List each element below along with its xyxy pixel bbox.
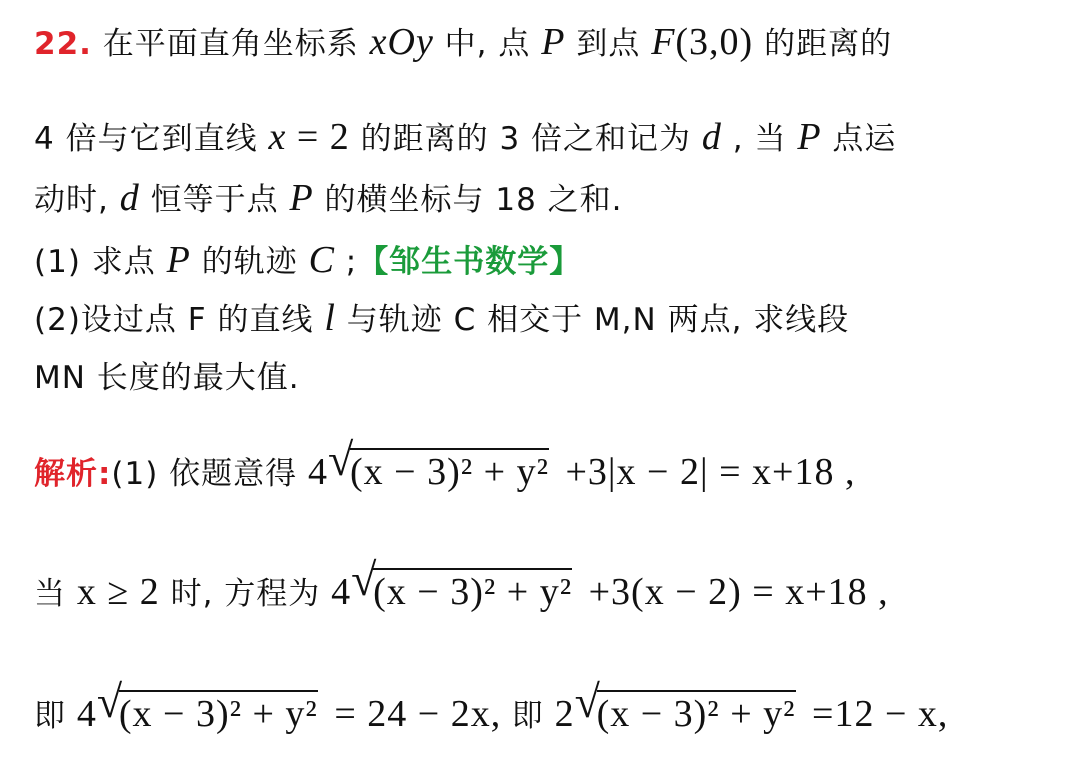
math-F: F (651, 21, 676, 63)
math-P: P (289, 177, 314, 219)
problem-line-2 (34, 117, 896, 159)
problem-text: 到点 (565, 26, 652, 62)
math-d: d (119, 177, 140, 219)
math-C: C (308, 239, 335, 281)
question-2 (34, 298, 849, 340)
formula-coef: 4 (331, 571, 352, 613)
solution-line-3 (34, 676, 949, 736)
problem-text: 的距离的 (753, 26, 893, 62)
math-F-coord: (3,0) (675, 21, 754, 63)
problem-text: 动时, (34, 182, 120, 218)
math-P: P (541, 21, 566, 63)
solution-text: 即 (511, 698, 555, 734)
problem-text: 点运 (821, 121, 897, 157)
sqrt (328, 434, 549, 493)
radical-sign: √ (96, 676, 124, 727)
problem-text: ; (334, 244, 358, 280)
solution-text: 时, 方程为 (159, 576, 332, 612)
formula-rest: +3(x − 2) = x+18 , (578, 571, 889, 613)
sqrt (96, 676, 318, 735)
question-2-cont (34, 358, 300, 398)
radical-sign: √ (328, 434, 355, 485)
problem-line-1 (34, 22, 892, 64)
solution-text: (1) 依题意得 (111, 456, 309, 492)
math-eq-2: = 2 (286, 116, 350, 158)
formula (554, 676, 949, 735)
math-d: d (701, 116, 722, 158)
solution-label: 解析: (34, 456, 112, 492)
math-P: P (797, 116, 822, 158)
formula (76, 676, 512, 735)
math-l: l (324, 297, 336, 339)
source-tag: 【邹生书数学】 (357, 244, 582, 280)
question-1 (34, 240, 581, 282)
problem-text: (2)设过点 F 的直线 (34, 302, 325, 338)
sqrt (351, 554, 573, 613)
problem-text: (1) 求点 (34, 244, 167, 280)
formula-rest: = 24 − 2x, (323, 693, 512, 735)
problem-text: 的轨迹 (190, 244, 309, 280)
radical-sign: √ (351, 554, 378, 605)
problem-text: 的横坐标与 18 之和. (313, 182, 623, 218)
solution-line-1 (34, 434, 856, 494)
problem-line-3 (34, 178, 623, 220)
radicand: (x − 3)² + y² (119, 690, 318, 734)
formula (308, 434, 856, 493)
problem-text: MN 长度的最大值. (34, 360, 300, 396)
formula (331, 554, 889, 613)
problem-text: 的距离的 3 倍之和记为 (349, 121, 702, 157)
formula-rest: =12 − x, (801, 693, 949, 735)
solution-line-2 (34, 554, 889, 614)
formula-condition: x ≥ 2 (76, 571, 160, 613)
problem-text: 在平面直角坐标系 (91, 26, 370, 62)
problem-number: 22. (34, 26, 92, 62)
formula-rest: +3|x − 2| = x+18 , (555, 451, 856, 493)
solution-text: 当 (34, 576, 77, 612)
radical-sign: √ (574, 676, 601, 727)
problem-text: 中, 点 (433, 26, 542, 62)
sqrt (574, 676, 796, 735)
math-xOy: xOy (369, 21, 434, 63)
math-P: P (166, 239, 191, 281)
problem-text: 恒等于点 (139, 182, 290, 218)
problem-text: 与轨迹 C 相交于 M,N 两点, 求线段 (335, 302, 850, 338)
formula-coef: 4 (308, 451, 329, 493)
radicand: (x − 3)² + y² (373, 568, 572, 612)
formula-coef: 4 (76, 693, 97, 735)
radicand: (x − 3)² + y² (597, 690, 796, 734)
solution-text: 即 (34, 698, 77, 734)
formula-coef: 2 (554, 693, 575, 735)
problem-text: 4 倍与它到直线 (34, 121, 269, 157)
radicand: (x − 3)² + y² (350, 448, 549, 492)
math-x: x (268, 116, 287, 158)
problem-text: , 当 (721, 121, 798, 157)
